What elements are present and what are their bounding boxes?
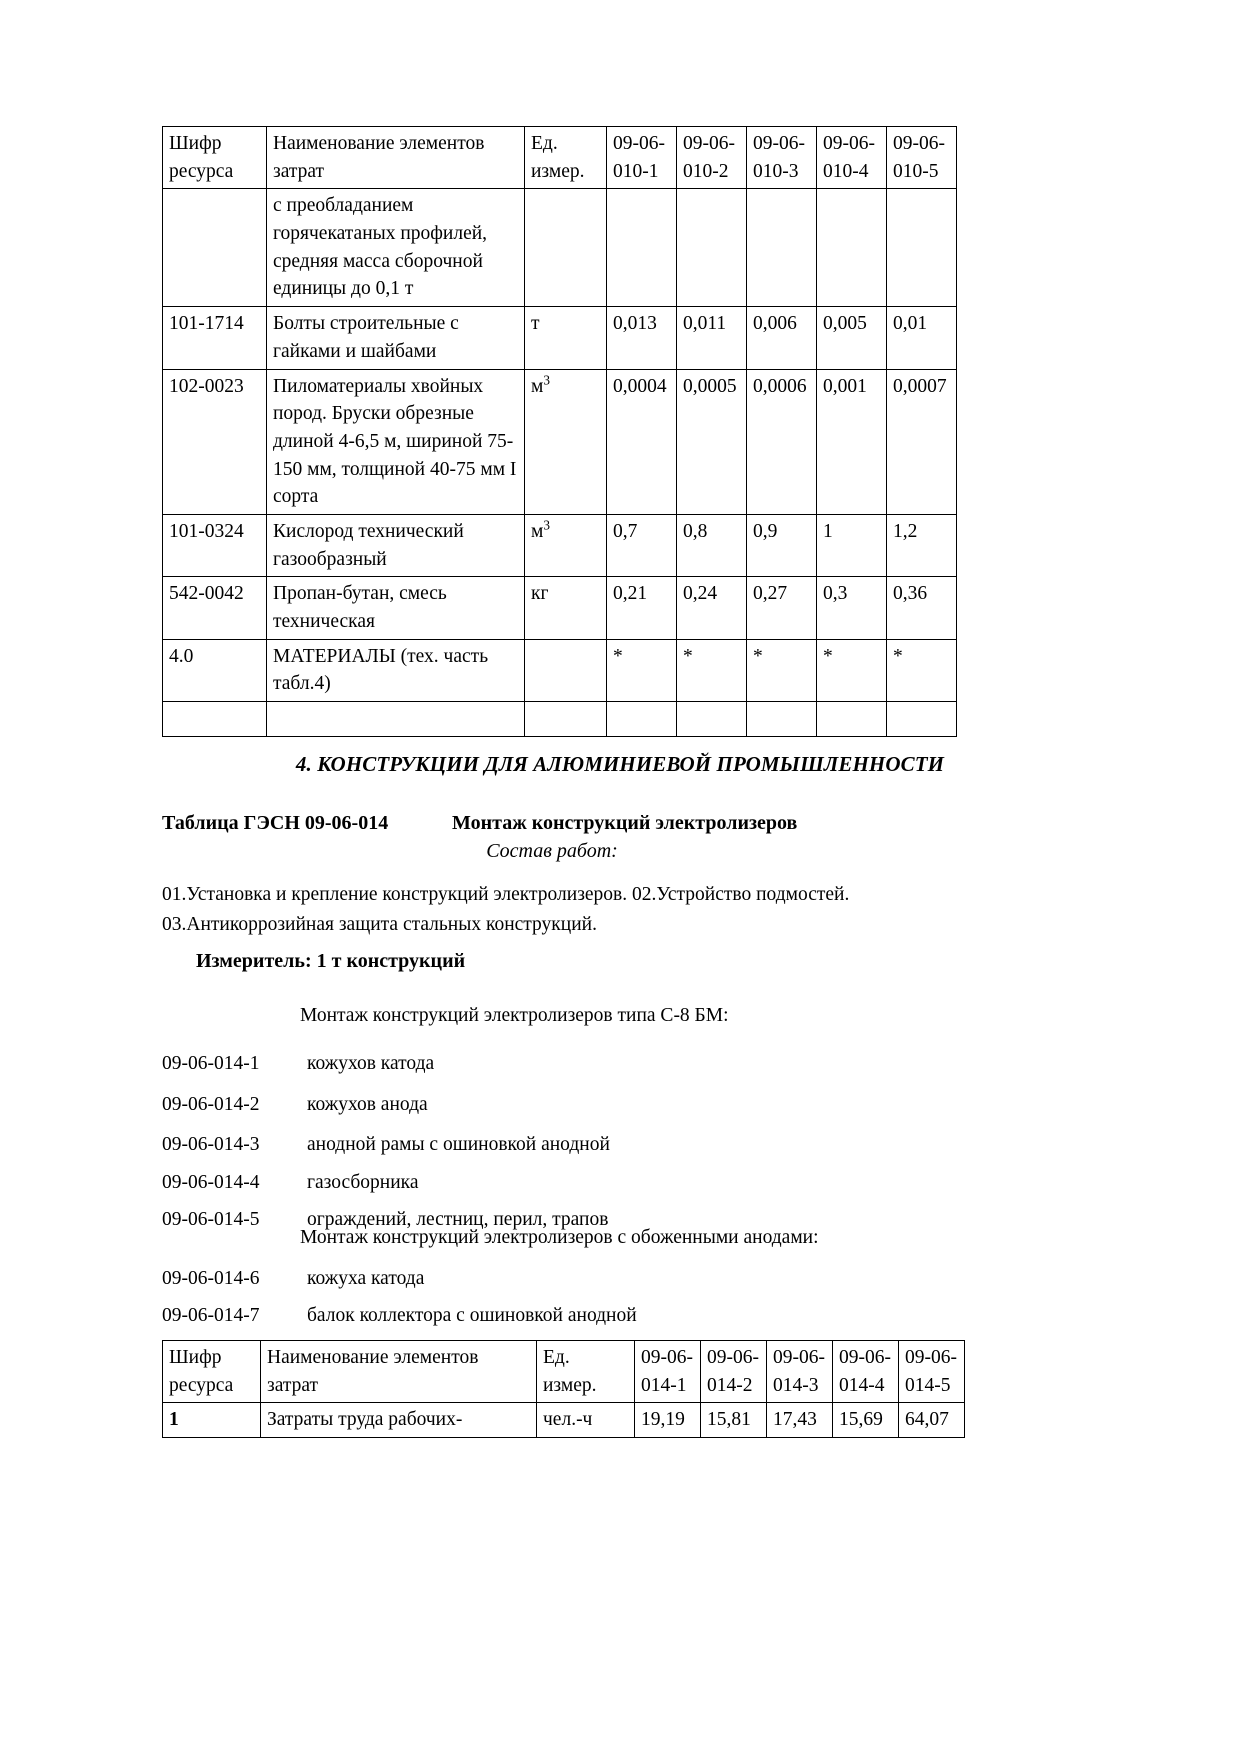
header-cost-element-name: Наименование элементов затрат (261, 1341, 537, 1403)
table-heading (162, 812, 1082, 835)
cell-unit (525, 189, 607, 307)
list-item-text: газосборника (307, 1172, 419, 1193)
spacer-cell (887, 702, 957, 737)
spacer-cell (817, 702, 887, 737)
cell-value: 0,9 (747, 514, 817, 576)
header-column-010-4: 09-06- 010-4 (817, 127, 887, 189)
cell-value: * (607, 639, 677, 701)
works-description (162, 880, 1122, 940)
cell-value: 0,001 (817, 369, 887, 514)
list-item (162, 1094, 1082, 1116)
spacer-cell (267, 702, 525, 737)
header-column-010-3: 09-06- 010-3 (747, 127, 817, 189)
cell-value (677, 189, 747, 307)
table-row (163, 369, 957, 514)
cell-value: 0,7 (607, 514, 677, 576)
sostav-rabot-label: Состав работ: (486, 840, 618, 862)
table-header-row (163, 1341, 965, 1403)
header-column-010-1: 09-06- 010-1 (607, 127, 677, 189)
cell-value: 0,21 (607, 577, 677, 639)
list-item (162, 1172, 1082, 1194)
cell-cost-element-name: Пропан-бутан, смесь техническая (267, 577, 525, 639)
cell-value: 0,01 (887, 307, 957, 369)
cell-value (607, 189, 677, 307)
list-item-code: 09-06-014-5 (162, 1209, 260, 1230)
spacer-cell (747, 702, 817, 737)
cell-unit: кг (525, 577, 607, 639)
cell-value: 0,0007 (887, 369, 957, 514)
list-item-code: 09-06-014-2 (162, 1094, 260, 1115)
cell-value: * (747, 639, 817, 701)
cell-unit: т (525, 307, 607, 369)
header-column-014-4: 09-06- 014-4 (833, 1341, 899, 1403)
subgroup-heading-2: Монтаж конструкций электролизеров с обоженными анодами: (300, 1227, 819, 1248)
list-item-text: ограждений, лестниц, перил, трапов (307, 1209, 609, 1230)
header-column-014-3: 09-06- 014-3 (767, 1341, 833, 1403)
cell-value: 15,69 (833, 1403, 899, 1438)
works-line-2: 03.Антикоррозийная защита стальных конструкций. (162, 914, 597, 936)
cell-value: 0,3 (817, 577, 887, 639)
cell-value: * (817, 639, 887, 701)
cell-unit: $м^3$ (525, 514, 607, 576)
cell-value: 0,0005 (677, 369, 747, 514)
list-item (162, 1268, 1082, 1290)
cell-value: 1,2 (887, 514, 957, 576)
header-column-014-2: 09-06- 014-2 (701, 1341, 767, 1403)
resource-table-09-06-014 (162, 1340, 965, 1438)
spacer-cell (607, 702, 677, 737)
cell-value: 64,07 (899, 1403, 965, 1438)
list-item-text: кожухов анода (307, 1094, 428, 1115)
list-item-code: 09-06-014-4 (162, 1172, 260, 1193)
header-resource-code: Шифр ресурса (163, 1341, 261, 1403)
cell-resource-code: 101-1714 (163, 307, 267, 369)
list-item-text: анодной рамы с ошиновкой анодной (307, 1134, 610, 1155)
cell-cost-element-name: Пиломатериалы хвойных пород. Бруски обрезные длиной 4-6,5 м, шириной 75-150 мм, толщиной 40-75 мм I сорта (267, 369, 525, 514)
table-row (163, 189, 957, 307)
cell-value: 0,0006 (747, 369, 817, 514)
spacer-cell (163, 702, 267, 737)
table-row (163, 307, 957, 369)
cell-value: 19,19 (635, 1403, 701, 1438)
list-item-text: балок коллектора с ошиновкой анодной (307, 1305, 637, 1326)
cell-value: 0,8 (677, 514, 747, 576)
list-item-code: 09-06-014-6 (162, 1268, 260, 1289)
table-row (163, 577, 957, 639)
cell-unit (525, 639, 607, 701)
header-column-014-5: 09-06- 014-5 (899, 1341, 965, 1403)
cell-resource-code: 101-0324 (163, 514, 267, 576)
cell-cost-element-name: Кислород технический газообразный (267, 514, 525, 576)
section-title: 4. КОНСТРУКЦИИ ДЛЯ АЛЮМИНИЕВОЙ ПРОМЫШЛЕННОСТИ (295, 752, 945, 776)
cell-value: 1 (817, 514, 887, 576)
table-row (163, 514, 957, 576)
cell-unit: чел.-ч (537, 1403, 635, 1438)
header-column-014-1: 09-06- 014-1 (635, 1341, 701, 1403)
cell-value: 0,011 (677, 307, 747, 369)
cell-value (747, 189, 817, 307)
cell-value: 0,005 (817, 307, 887, 369)
cell-value: 0,0004 (607, 369, 677, 514)
cell-value: 15,81 (701, 1403, 767, 1438)
table-heading-name: Монтаж конструкций электролизеров (452, 812, 798, 834)
table-heading-code: Таблица ГЭСН 09-06-014 (162, 812, 389, 834)
cell-value (887, 189, 957, 307)
izmeritel-label: Измеритель: 1 т конструкций (196, 950, 466, 972)
cell-resource-code: 542-0042 (163, 577, 267, 639)
cell-value: 0,27 (747, 577, 817, 639)
list-item-text: кожухов катода (307, 1053, 435, 1074)
table-spacer-row (163, 702, 957, 737)
list-item-code: 09-06-014-7 (162, 1305, 260, 1326)
spacer-cell (525, 702, 607, 737)
cell-value: 17,43 (767, 1403, 833, 1438)
header-unit: Ед. измер. (525, 127, 607, 189)
cell-resource-code: 1 (163, 1403, 261, 1438)
spacer-cell (677, 702, 747, 737)
table-row (163, 639, 957, 701)
list-item-text: кожуха катода (307, 1268, 425, 1289)
table-row (163, 1403, 965, 1438)
cell-value: 0,36 (887, 577, 957, 639)
list-item (162, 1134, 1082, 1156)
list-item (162, 1053, 1082, 1075)
cell-unit: $м^3$ (525, 369, 607, 514)
cell-cost-element-name: Затраты труда рабочих- (261, 1403, 537, 1438)
header-resource-code: Шифр ресурса (163, 127, 267, 189)
list-item-code: 09-06-014-3 (162, 1134, 260, 1155)
header-unit: Ед. измер. (537, 1341, 635, 1403)
cell-resource-code: 4.0 (163, 639, 267, 701)
cell-value: * (887, 639, 957, 701)
table-header-row (163, 127, 957, 189)
header-cost-element-name: Наименование элементов затрат (267, 127, 525, 189)
cell-value: 0,006 (747, 307, 817, 369)
header-column-010-2: 09-06- 010-2 (677, 127, 747, 189)
cell-value: * (677, 639, 747, 701)
header-column-010-5: 09-06- 010-5 (887, 127, 957, 189)
cell-resource-code: 102-0023 (163, 369, 267, 514)
cell-value: 0,013 (607, 307, 677, 369)
cell-cost-element-name: МАТЕРИАЛЫ (тех. часть табл.4) (267, 639, 525, 701)
cell-cost-element-name: Болты строительные с гайками и шайбами (267, 307, 525, 369)
list-item (162, 1305, 1082, 1327)
resource-table-09-06-010 (162, 126, 957, 737)
cell-value (817, 189, 887, 307)
cell-resource-code (163, 189, 267, 307)
list-item-code: 09-06-014-1 (162, 1053, 260, 1074)
cell-value: 0,24 (677, 577, 747, 639)
subgroup-heading-1: Монтаж конструкций электролизеров типа С-8 БМ: (300, 1005, 729, 1026)
works-line-1: 01.Установка и крепление конструкций электролизеров. 02.Устройство подмостей. (162, 884, 850, 905)
cell-cost-element-name: с преобладанием горячекатаных профилей, средняя масса сборочной единицы до 0,1 т (267, 189, 525, 307)
